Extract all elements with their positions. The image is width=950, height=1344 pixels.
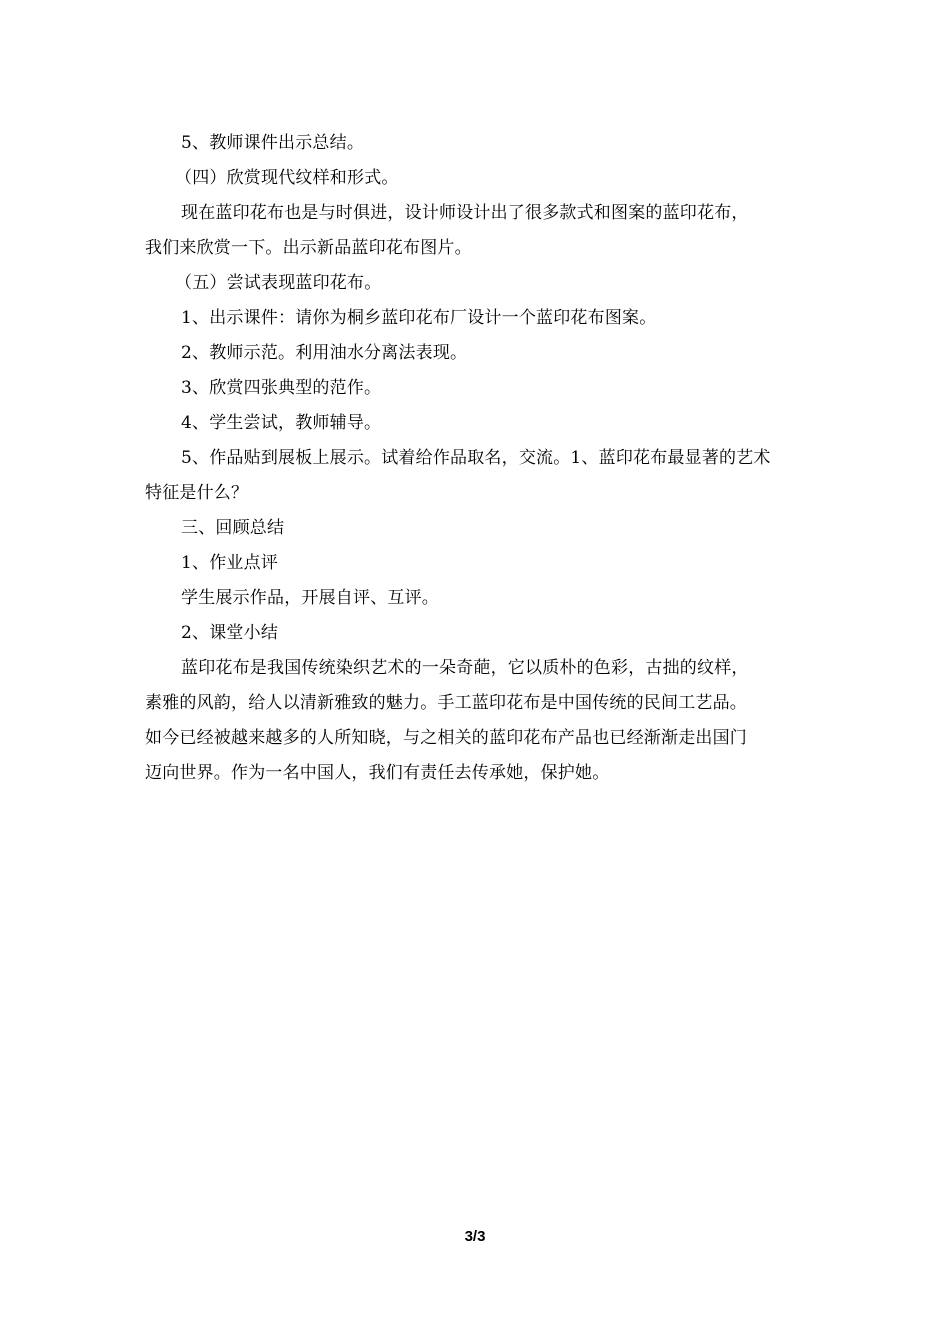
paragraph-line: 我们来欣赏一下。出示新品蓝印花布图片。 <box>145 238 472 258</box>
paragraph-line: 学生展示作品，开展自评、互评。 <box>181 588 439 608</box>
text-line: 5、教师课件出示总结。 <box>181 133 365 153</box>
list-item: 5、作品贴到展板上展示。试着给作品取名，交流。1、蓝印花布最显著的艺术 <box>181 448 771 468</box>
section-heading: （五）尝试表现蓝印花布。 <box>175 273 382 293</box>
list-item: 1、出示课件：请你为桐乡蓝印花布厂设计一个蓝印花布图案。 <box>181 308 657 328</box>
paragraph-line: 迈向世界。作为一名中国人，我们有责任去传承她，保护她。 <box>145 763 610 783</box>
paragraph-line: 蓝印花布是我国传统染织艺术的一朵奇葩，它以质朴的色彩，古拙的纹样， <box>181 658 749 678</box>
list-item: 2、教师示范。利用油水分离法表现。 <box>181 343 468 363</box>
document-body <box>145 126 810 791</box>
list-item: 2、课堂小结 <box>181 623 279 643</box>
section-heading: （四）欣赏现代纹样和形式。 <box>175 168 399 188</box>
section-heading: 三、回顾总结 <box>181 518 285 538</box>
list-item: 4、学生尝试，教师辅导。 <box>181 413 382 433</box>
paragraph-line: 素雅的风韵，给人以清新雅致的魅力。手工蓝印花布是中国传统的民间工艺品。 <box>145 693 747 713</box>
paragraph-line: 特征是什么？ <box>145 483 249 503</box>
list-item: 1、作业点评 <box>181 553 279 573</box>
page-number: 3/3 <box>464 1228 486 1245</box>
list-item: 3、欣赏四张典型的范作。 <box>181 378 382 398</box>
paragraph-line: 如今已经被越来越多的人所知晓，与之相关的蓝印花布产品也已经渐渐走出国门 <box>145 728 747 748</box>
paragraph-line: 现在蓝印花布也是与时俱进，设计师设计出了很多款式和图案的蓝印花布， <box>181 203 749 223</box>
